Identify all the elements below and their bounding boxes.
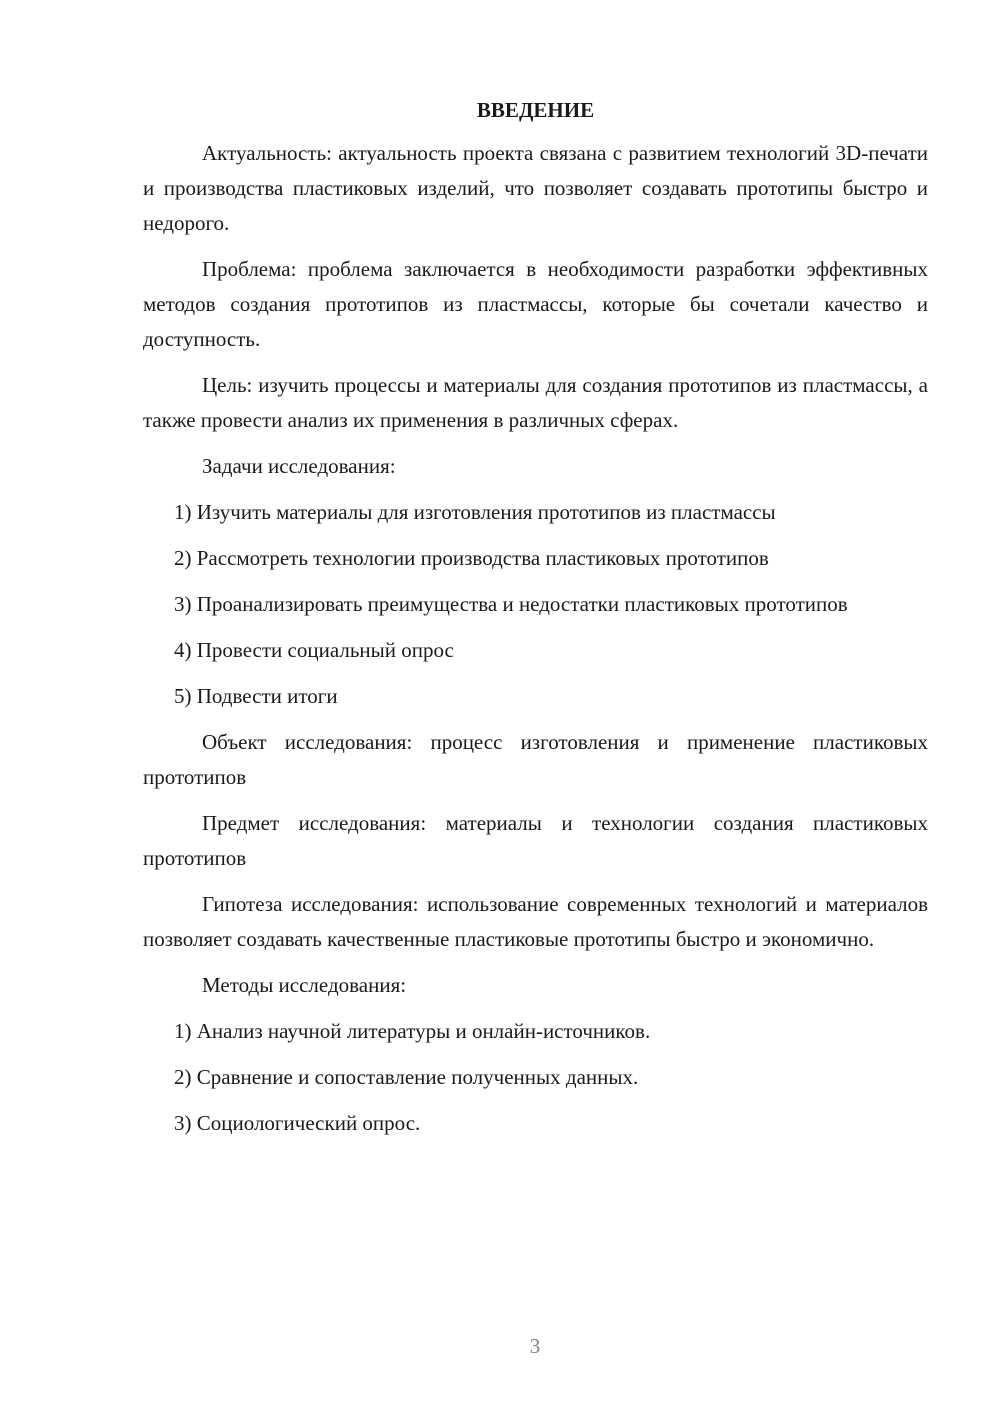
method-item: 1) Анализ научной литературы и онлайн-источников.	[174, 1019, 651, 1043]
hypothesis-paragraph: Гипотеза исследования: использование современных технологий и материалов позволяет создавать качественные пластиковые прототипы быстро и экономично.	[143, 892, 928, 951]
section-title: ВВЕДЕНИЕ	[476, 98, 595, 122]
task-item: 3) Проанализировать преимущества и недостатки пластиковых прототипов	[174, 592, 848, 616]
methods-heading: Методы исследования:	[202, 973, 407, 997]
subject-paragraph: Предмет исследования: материалы и технологии создания пластиковых прототипов	[143, 811, 928, 870]
method-item: 3) Социологический опрос.	[174, 1111, 421, 1135]
task-item: 4) Провести социальный опрос	[174, 638, 454, 662]
object-paragraph: Объект исследования: процесс изготовления и применение пластиковых прототипов	[143, 730, 928, 789]
relevance-paragraph: Актуальность: актуальность проекта связана с развитием технологий 3D-печати и производства пластиковых изделий, что позволяет создавать прототипы быстро и недорого.	[143, 141, 928, 235]
problem-paragraph: Проблема: проблема заключается в необходимости разработки эффективных методов создания прототипов из пластмассы, которые бы сочетали качество и доступность.	[143, 257, 928, 351]
method-item: 2) Сравнение и сопоставление полученных данных.	[174, 1065, 639, 1089]
tasks-heading: Задачи исследования:	[202, 454, 396, 478]
task-item: 1) Изучить материалы для изготовления прототипов из пластмассы	[174, 500, 776, 524]
task-item: 5) Подвести итоги	[174, 684, 338, 708]
goal-paragraph: Цель: изучить процессы и материалы для создания прототипов из пластмассы, а также провести анализ их применения в различных сферах.	[143, 373, 928, 432]
page-number: 3	[529, 1334, 541, 1358]
document-page	[143, 94, 928, 1152]
task-item: 2) Рассмотреть технологии производства пластиковых прототипов	[174, 546, 769, 570]
